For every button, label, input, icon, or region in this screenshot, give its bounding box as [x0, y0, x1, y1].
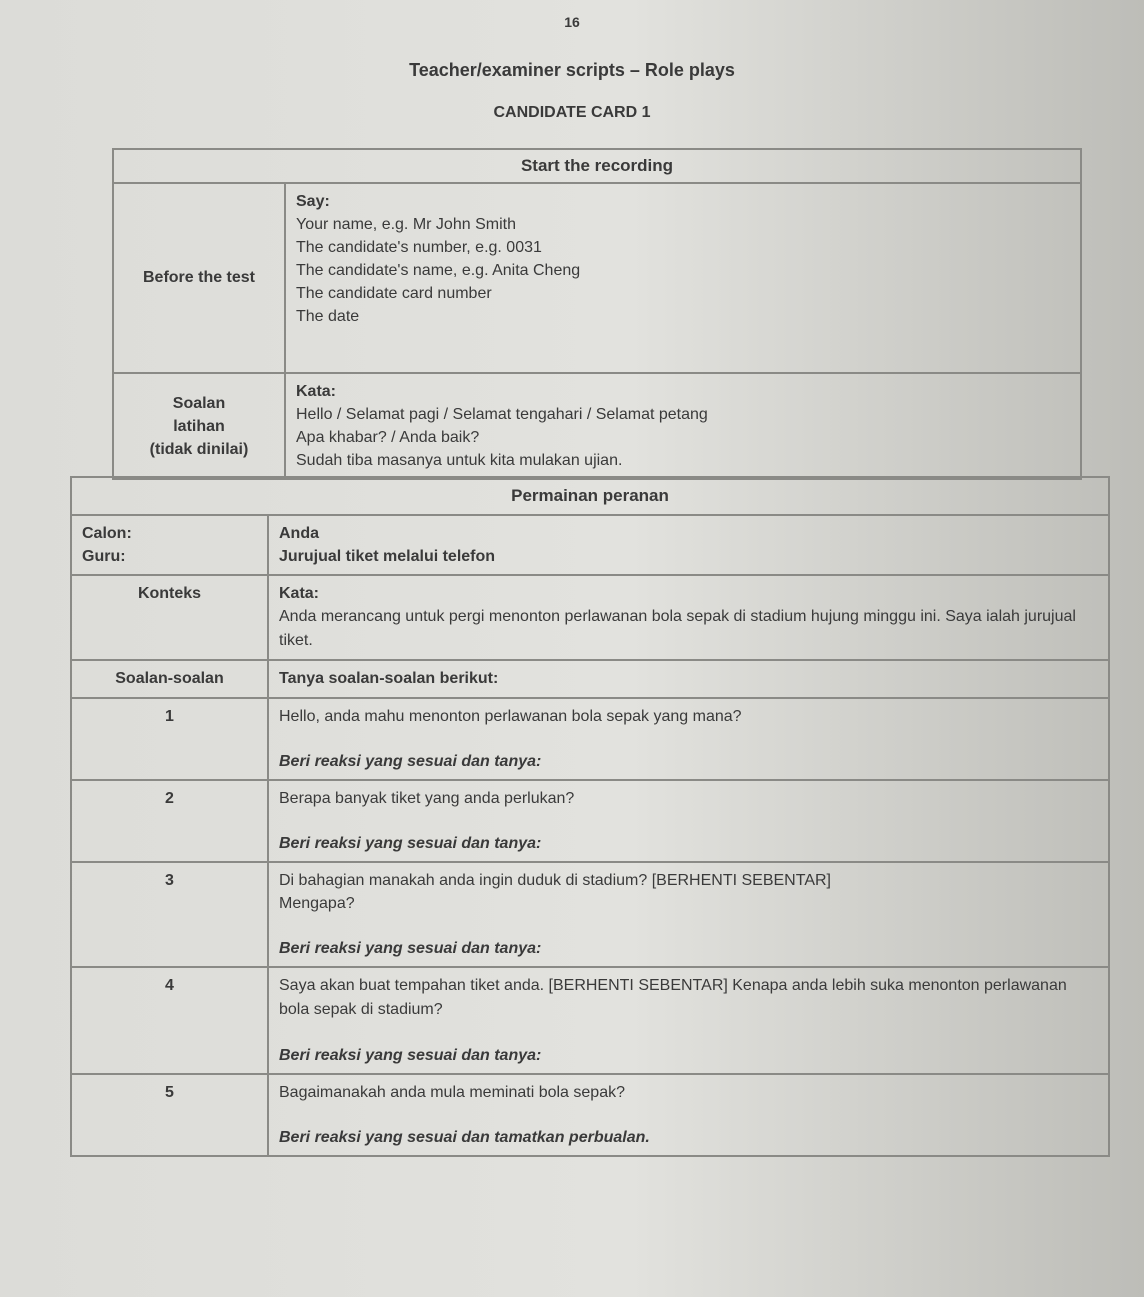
page-title: Teacher/examiner scripts – Role plays	[409, 60, 735, 80]
practice-content	[285, 373, 1081, 479]
line: Hello / Selamat pagi / Selamat tengahari / Selamat petang	[296, 406, 708, 423]
line: Your name, e.g. Mr John Smith	[296, 216, 516, 233]
line: Apa khabar? / Anda baik?	[296, 429, 480, 446]
question-text: Berapa banyak tiket yang anda perlukan?	[279, 790, 575, 807]
question-content	[268, 862, 1109, 967]
question-row	[71, 780, 1109, 862]
question-text: Hello, anda mahu menonton perlawanan bola sepak yang mana?	[279, 708, 742, 725]
question-content	[268, 698, 1109, 780]
card-title: CANDIDATE CARD 1	[493, 104, 651, 121]
intro-header: Start the recording	[113, 149, 1081, 183]
soalan-label: Soalan-soalan	[71, 660, 268, 698]
question-number: 4	[71, 967, 268, 1074]
guru-label: Guru:	[82, 548, 126, 565]
guru-value: Jurujual tiket melalui telefon	[279, 548, 496, 565]
question-text: Di bahagian manakah anda ingin duduk di stadium? [BERHENTI SEBENTAR]	[279, 872, 831, 889]
konteks-text: Anda merancang untuk pergi menonton perlawanan bola sepak di stadium hujung minggu ini. Saya ialah jurujual tiket.	[279, 608, 1076, 649]
question-text: Saya akan buat tempahan tiket anda. [BERHENTI SEBENTAR] Kenapa anda lebih suka menonton perlawanan bola sepak di stadium?	[279, 977, 1067, 1018]
practice-label	[113, 373, 285, 479]
question-prompt: Beri reaksi yang sesuai dan tanya:	[279, 835, 542, 852]
before-test-content	[285, 183, 1081, 373]
page-number: 16	[564, 14, 580, 30]
line: The candidate card number	[296, 285, 492, 302]
question-row	[71, 967, 1109, 1074]
line: The candidate's number, e.g. 0031	[296, 239, 542, 256]
roles-labels	[71, 515, 268, 575]
question-row	[71, 1074, 1109, 1156]
question-number: 3	[71, 862, 268, 967]
roles-values	[268, 515, 1109, 575]
calon-value: Anda	[279, 525, 319, 542]
line: Sudah tiba masanya untuk kita mulakan ujian.	[296, 452, 623, 469]
question-text: Bagaimanakah anda mula meminati bola sepak?	[279, 1084, 625, 1101]
label-line: (tidak dinilai)	[149, 440, 249, 458]
question-row	[71, 698, 1109, 780]
roleplay-header: Permainan peranan	[71, 477, 1109, 515]
question-number: 1	[71, 698, 268, 780]
question-number: 2	[71, 780, 268, 862]
roleplay-table	[70, 476, 1110, 1157]
before-test-label: Before the test	[113, 183, 285, 373]
label-line: latihan	[173, 417, 225, 435]
question-prompt: Beri reaksi yang sesuai dan tanya:	[279, 940, 542, 957]
label-line: Soalan	[172, 394, 226, 412]
konteks-label: Konteks	[71, 575, 268, 660]
soalan-intro: Tanya soalan-soalan berikut:	[268, 660, 1109, 698]
question-prompt: Beri reaksi yang sesuai dan tanya:	[279, 753, 542, 770]
line: The date	[296, 308, 360, 325]
calon-label: Calon:	[82, 525, 132, 542]
question-content	[268, 1074, 1109, 1156]
kata-label: Kata:	[279, 585, 320, 602]
intro-table	[112, 148, 1082, 480]
question-prompt: Beri reaksi yang sesuai dan tamatkan perbualan.	[279, 1129, 650, 1146]
question-prompt: Beri reaksi yang sesuai dan tanya:	[279, 1047, 542, 1064]
question-text: Mengapa?	[279, 895, 355, 912]
question-number: 5	[71, 1074, 268, 1156]
konteks-content	[268, 575, 1109, 660]
question-content	[268, 967, 1109, 1074]
question-content	[268, 780, 1109, 862]
question-row	[71, 862, 1109, 967]
kata-label: Kata:	[296, 383, 337, 400]
say-label: Say:	[296, 193, 330, 210]
line: The candidate's name, e.g. Anita Cheng	[296, 262, 581, 279]
